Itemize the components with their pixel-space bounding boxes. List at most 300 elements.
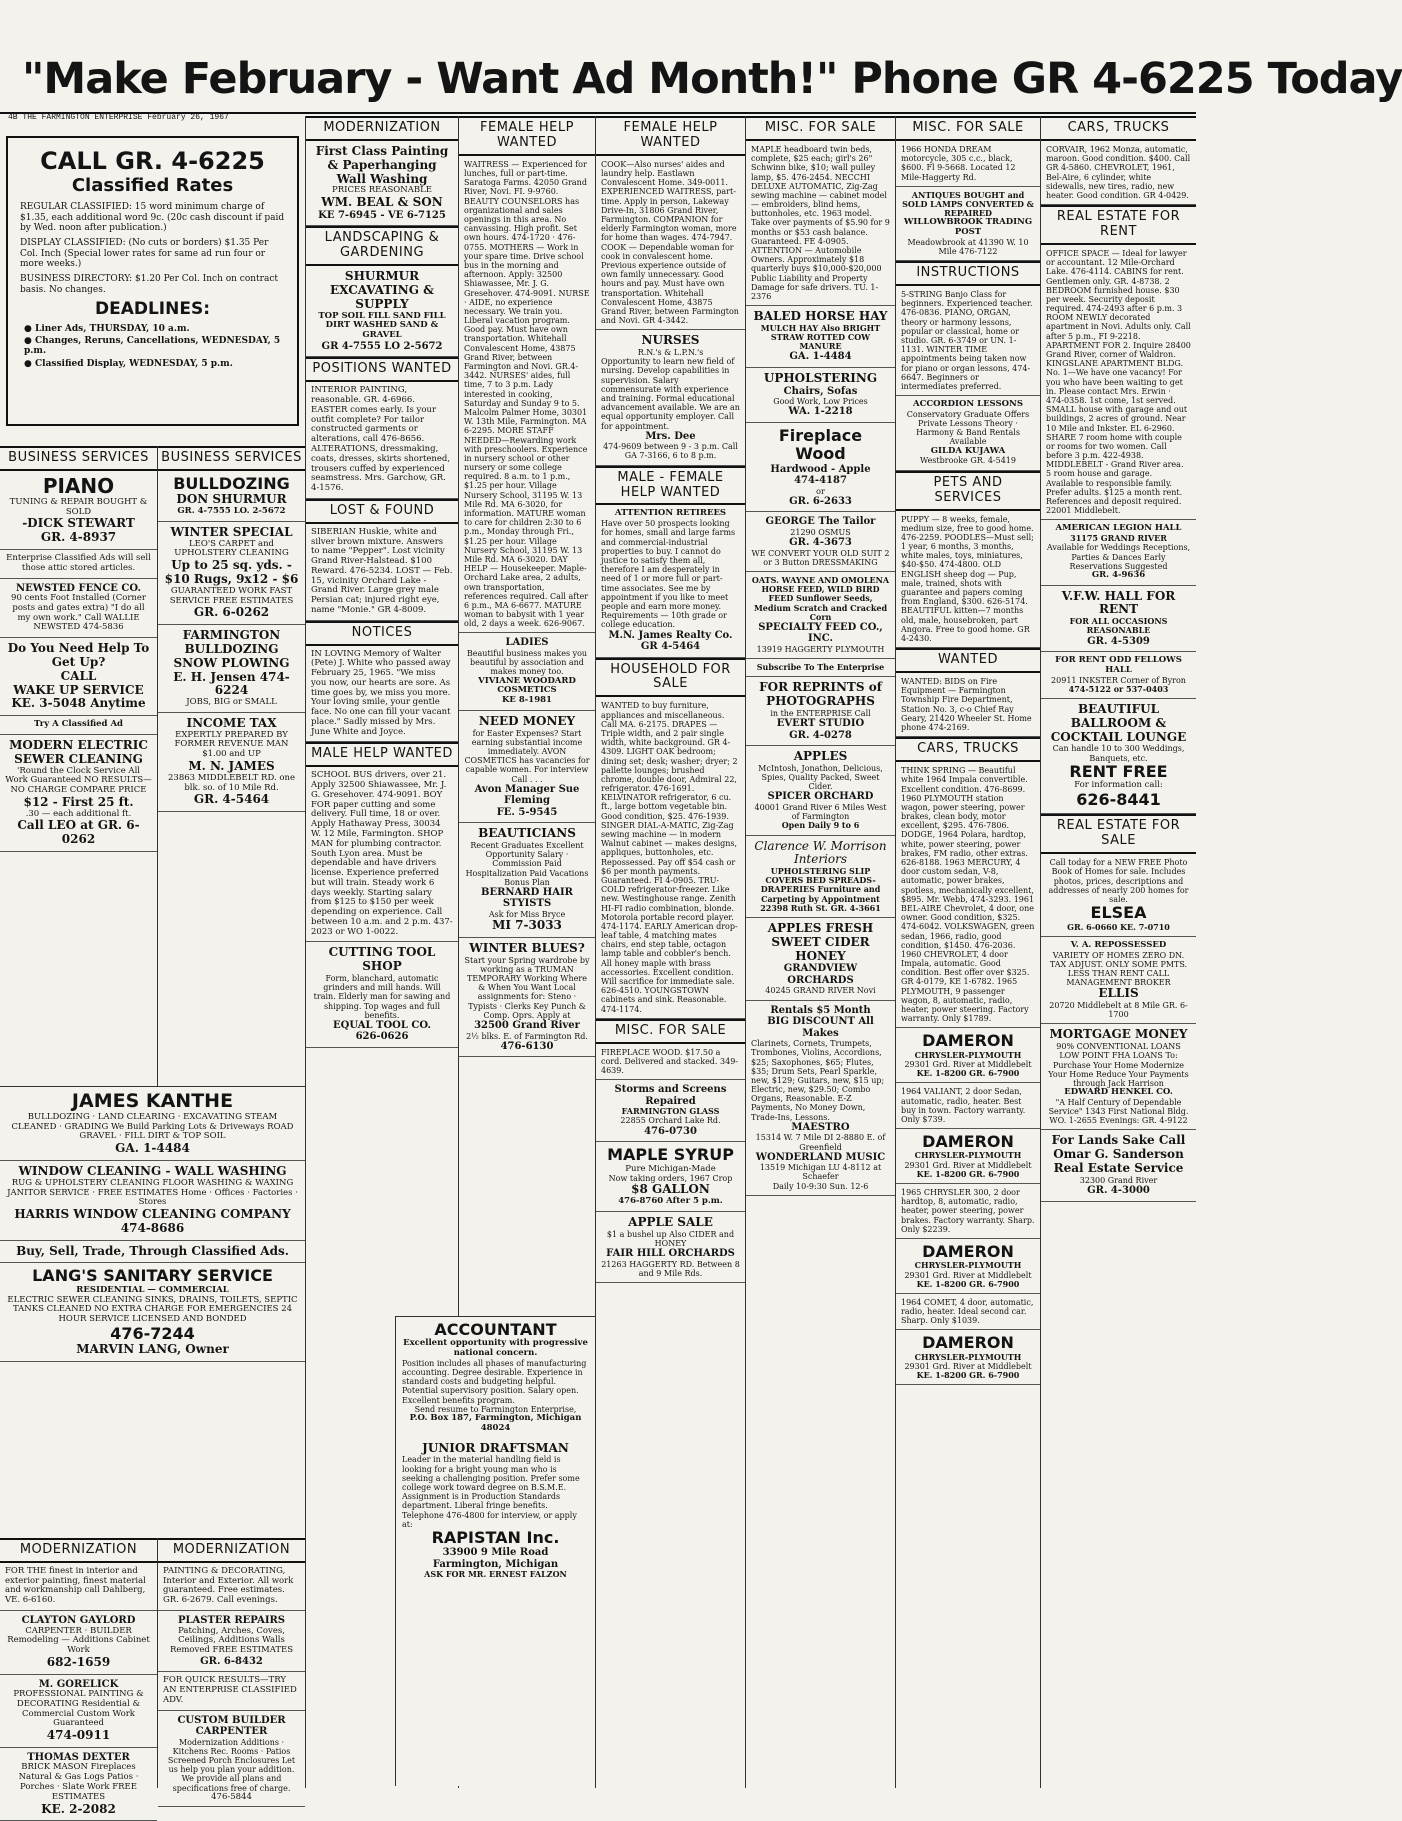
wanted-body: WANTED: BIDS on Fire Equipment — Farmington Township Fire Department, Station No. 3, c-o Chief Ray Geary, 21420 Wheeler St. Home phone 474-2169.: [896, 673, 1040, 737]
positions-wanted-header: POSITIONS WANTED: [306, 357, 458, 382]
need-money-body: for Easter Expenses? Start earning substantial income immediately. AVON COSMETICS has vacancies for capable women. For interview Call . . .: [464, 728, 590, 784]
plaster-sub: Patching, Arches, Coves, Ceilings, Additions Walls Removed FREE ESTIMATES: [169, 1625, 294, 1656]
maestro-title: MAESTRO: [791, 1121, 850, 1133]
equal-title: EQUAL TOOL CO.: [333, 1019, 431, 1031]
dameron-phone: KE. 1-8200 GR. 6-7900: [916, 1068, 1020, 1079]
dexter-ad: [0, 1748, 157, 1821]
rates-call: CALL GR. 4-6225: [40, 147, 265, 175]
specialty-title: SPECIALTY FEED CO., INC.: [758, 621, 883, 645]
gorelick-phone: 474-0911: [46, 1728, 111, 1743]
ellis-addr: 20720 Middlebelt at 8 Mile GR. 6-1700: [1049, 1001, 1188, 1020]
clayton-sub: CARPENTER · BUILDER Remodeling — Additions Cabinet Work: [7, 1625, 150, 1656]
piano-ad: [0, 471, 157, 550]
beal-ad: [306, 141, 458, 226]
newsted-body: 90 cents Foot Installed (Corner posts and gates extra) "I do all my own work." Call WALLIE NEWSTED 474-5836: [11, 593, 146, 633]
instruments-body: Clarinets, Cornets, Trumpets, Trombones, Violins, Accordions, $25; Saxophones, $65; Flutes, $35; Drum Sets, Pearl Sparkle, new, $129; Guitars, new, $15 up; Electric, new, $29.50; Combo Organs, Reasonable. E-Z Payments, No Money Down, Trade-Ins, Lessons.: [751, 1039, 885, 1122]
fireplace-phone: 474-4187: [794, 475, 847, 487]
sewer-title: MODERN ELECTRIC SEWER CLEANING: [9, 737, 148, 766]
mortgage-body: 90% CONVENTIONAL LOANS LOW POINT FHA LOANS To: Purchase Your Home Modernize Your Home Reduce Your Payments through Jack Harrison: [1048, 1042, 1189, 1088]
dameron-phone: KE. 1-8200 GR. 6-7900: [916, 1370, 1020, 1381]
female-help-header-1: FEMALE HELP WANTED: [459, 116, 595, 156]
business-services-header-2: BUSINESS SERVICES: [158, 446, 305, 471]
elsea-phone: GR. 6-0660 KE. 7-0710: [1067, 921, 1170, 932]
apple-title: APPLE SALE: [628, 1215, 713, 1230]
subscribe-note: Subscribe To The Enterprise: [746, 659, 895, 677]
apples-title: APPLES: [793, 749, 848, 764]
wakeup-title: WAKE UP SERVICE: [13, 682, 144, 697]
george-phone: GR. 4-3673: [789, 537, 852, 549]
plaster-title: PLASTER REPAIRS: [177, 1615, 286, 1626]
ellis-title: ELLIS: [1098, 986, 1139, 1001]
enterprise-note: Enterprise Classified Ads will sell those attic stored articles.: [0, 550, 157, 579]
cars-body-1: THINK SPRING — Beautiful white 1964 Impala convertible. Excellent condition. 476-8699. 1960 PLYMOUTH station wagon, power steering, power brakes, clean body, motor excellent, $295. 476-7806. DODGE, 1964 Polara, hardtop, white, power steering, power brakes, FM radio, other extras. 626-8188. 1963 MERCURY, 4 door custom sedan, V-8, automatic, power brakes, spotless, mechanically excellent, $895. Mr. Webb, 474-3293. 1961 BEL-AIRE Chevrolet, 4 door, one owner. Good condition, $325. 474-6042. VOLKSWAGEN, green sedan, 1966, radio, good condition, $1450. 476-2036. 1960 CHEVROLET, 4 door Impala, automatic. Good condition. Best offer over $325. GR 4-0179, KE 1-6782. 1965 PLYMOUTH, 9 passenger wagon, 8, automatic, radio, heater, power steering. Factory warranty. Only $1789.: [896, 762, 1040, 1028]
grandview-addr: 40245 GRAND RIVER Novi: [765, 986, 876, 996]
wonderland-title: WONDERLAND MUSIC: [755, 1151, 886, 1163]
morrison-title: Clarence W. Morrison Interiors: [754, 838, 887, 867]
truman-body: Start your Spring wardrobe by working as a TRUMAN TEMPORARY Working Where & When You Want Local assignments for: Steno · Typists · Clerks Key Punch & Comp. Oprs. Apply at: [464, 955, 590, 1020]
willowbrook-ad: [896, 187, 1040, 261]
odd-title: FOR RENT ODD FELLOWS HALL: [1055, 655, 1182, 675]
dameron-ad-1: [896, 1028, 1040, 1083]
storms-name: FARMINGTON GLASS: [621, 1106, 720, 1117]
newsted-ad: [0, 579, 157, 639]
avon-phone: FE. 5-9545: [496, 806, 558, 818]
rates-display: DISPLAY CLASSIFIED: (No cuts or borders) $1.35 Per Col. Inch (Special lower rates for same ad run four or more weeks.): [20, 238, 269, 269]
wakeup-call: CALL: [60, 668, 97, 683]
odd-phone: 474-5122 or 537-0403: [1068, 683, 1169, 694]
farm-title: FARMINGTON BULLDOZING SNOW PLOWING: [173, 628, 290, 670]
dexter-title: THOMAS DEXTER: [27, 1751, 130, 1763]
henkel-title: EDWARD HENKEL CO.: [1064, 1087, 1173, 1098]
dameron-sub: CHRYSLER-PLYMOUTH: [914, 1150, 1022, 1161]
tax-name: M. N. JAMES: [188, 758, 275, 773]
elsea-body: Call today for a NEW FREE Photo Book of Homes for sale. Includes photos, prices, descriptions and addresses of nearly 200 homes for sale.: [1048, 858, 1189, 904]
morrison-ad: [746, 836, 895, 919]
clayton-phone: 682-1659: [46, 1654, 111, 1669]
dameron-addr: 29301 Grd. River at Middlebelt: [904, 1362, 1032, 1372]
real-estate-rent-header: REAL ESTATE FOR RENT: [1041, 205, 1196, 245]
lost-found-body: SIBERIAN Huskie, white and silver brown mixture. Answers to name "Pepper". Lost vicinity Grand River-Halstead. $100 Reward. 476-5234. LOST — Feb. 15, vicinity Orchard Lake - Grand River. Large grey male Persian cat; injured right eye, name "Monie." GR 4-8009.: [306, 524, 458, 621]
apples-body: McIntosh, Jonathon, Delicious, Spies, Quality Packed, Sweet Cider.: [758, 763, 883, 792]
deadline-item: ● Changes, Reruns, Cancellations, WEDNESDAY, 5 p.m.: [24, 335, 281, 357]
hay-title: BALED HORSE HAY: [753, 309, 888, 324]
landscaping-header: LANDSCAPING & GARDENING: [306, 226, 458, 266]
grandview-ad: [746, 918, 895, 1001]
rapistan-addr: 33900 9 Mile Road: [442, 1547, 549, 1559]
plaster-ad: [158, 1611, 305, 1672]
page-header: 4B THE FARMINGTON ENTERPRISE February 26, 1967: [8, 113, 229, 122]
clayton-ad: [0, 1611, 157, 1675]
uph-body: Good Work, Low Prices: [773, 397, 868, 407]
household-body: WANTED to buy furniture, appliances and miscellaneous. Call MA. 6-2175. DRAPES — Triple width, and 2 pair single width, white background. GR 4-4309. LIGHT OAK bedroom; dining set; desk; washer; dryer; 2 pallette lounges; brushed chrome, double door, Admiral 22, refrigerator. 476-1691. KELVINATOR refrigerator, 6 cu. ft., large bottom vegetable bin. Good condition, $25. 476-1939. SINGER DIAL-A-MATIC, Zig-Zag sewing machine — in modern Walnut cabinet — makes designs, appliques, buttonholes, etc. Repossessed. Pay off $54 cash or $6 per month payments. Guaranteed. FI 4-0905. TRU-COLD refrigerator-freezer. Like new. Westinghouse range. Zenith HI-FI radio combination, blonde. Motorola portable record player. 474-1174. EARLY American drop-leaf table, 4 matching mates chairs, end step table, octagon lamp table and cobbler's bench. All honey maple with brass accessories. Excellent condition. Will sacrifice for immediate sale. 626-4510. YOUNGSTOWN cabinets and sink. Reasonable. 474-1174.: [596, 697, 745, 1018]
beauticians-ad: [459, 823, 595, 938]
dameron-sub: CHRYSLER-PLYMOUTH: [914, 1260, 1022, 1271]
rentals-title: Rentals $5 Month: [770, 1004, 871, 1016]
cider-title: APPLES FRESH SWEET CIDER HONEY: [767, 921, 874, 963]
sewer-price: $12 - First 25 ft.: [23, 794, 134, 809]
specialty-addr: 13919 HAGGERTY PLYMOUTH: [756, 644, 885, 654]
viviane-phone: KE 8-1981: [502, 695, 552, 706]
mrs-dee: Mrs. Dee: [645, 430, 696, 442]
va-title: V. A. REPOSSESSED: [1070, 939, 1167, 950]
dameron-sub: CHRYSLER-PLYMOUTH: [914, 1049, 1022, 1060]
cutting-title: CUTTING TOOL SHOP: [328, 945, 436, 974]
chrysler300-ad: 1965 CHRYSLER 300, 2 door hardtop, 8, automatic, radio, heater, power steering, power brakes. Factory warranty. Sharp. Only $2239.: [896, 1184, 1040, 1239]
lost-found-header: LOST & FOUND: [306, 499, 458, 524]
misc-sale-header-2: MISC. FOR SALE: [746, 116, 895, 141]
hay-phone: GA. 1-4484: [789, 351, 852, 363]
mrs-dee-phone: 474-9609 between 9 - 3 p.m. Call GA 7-3166, 6 to 8 p.m.: [603, 442, 738, 461]
beauticians-body: Recent Graduates Excellent Opportunity Salary · Commission Paid Hospitalization Paid Vacations Bonus Plan: [465, 841, 589, 887]
female-help-body-2: COOK—Also nurses' aides and laundry help. Eastlawn Convalescent Home. 349-0011. EXPERIENCED WAITRESS, part-time. Apply in person, Lakeway Drive-In, 31806 Grand River, Farmington. COMPANION for elderly Farmington woman, more for home than wages. 474-7947. COOK — Dependable woman for cook in convalescent home. Previous experience outside of own family unnecessary. Good hours and pay. Must have own transportation. Whitehall Convalescent Home, 43875 Grand River, between Farmington and Novi. GR 4-3442.: [596, 156, 745, 330]
cutting-body: Form, blanchard, automatic grinders and mill hands. Will train. Elderly man for sawing and shipping. Top wages and full benefits.: [313, 974, 451, 1020]
dexter-sub: BRICK MASON Fireplaces Natural & Gas Logs Patios · Porches · Slate Work FREE ESTIMATES: [18, 1762, 139, 1802]
beal-phone: KE 7-6945 - VE 6-7125: [318, 209, 446, 221]
george-addr: 21290 OSMUS: [790, 527, 851, 537]
instructions-header: INSTRUCTIONS: [896, 261, 1040, 286]
notices-header: NOTICES: [306, 621, 458, 646]
modernization-header-2: MODERNIZATION: [158, 1538, 305, 1563]
winter-title: WINTER SPECIAL: [170, 524, 293, 539]
omar-sub: Real Estate Service: [1053, 1161, 1184, 1176]
pets-header: PETS AND SERVICES: [896, 471, 1040, 511]
truman-sub: 2½ blks. E. of Farmington Rd.: [466, 1031, 588, 1041]
beal-title: First Class Painting & Paperhanging Wall Washing: [315, 143, 449, 186]
maple-title: MAPLE SYRUP: [607, 1145, 734, 1165]
cars-body-2: CORVAIR, 1962 Monza, automatic, maroon. Good condition. $400. Call GR 4-5860. CHEVROLET, 1961, Bel-Aire, 6 cylinder, white sidewalls, new tires, radio, new heater. Good condition. GR 4-0429.: [1041, 141, 1196, 205]
dameron-phone: KE. 1-8200 GR. 6-7900: [916, 1168, 1020, 1179]
rentfree-title: RENT FREE: [1069, 761, 1168, 781]
dameron-title: DAMERON: [922, 1132, 1014, 1152]
custom-phone: 476-5844: [211, 1791, 252, 1802]
uph-sub: Chairs, Sofas: [783, 385, 858, 397]
shurmur-title: SHURMUR EXCAVATING & SUPPLY: [329, 269, 435, 311]
custom-builder-ad: [158, 1711, 305, 1808]
dameron-title: DAMERON: [922, 1241, 1014, 1261]
rapistan-title: RAPISTAN Inc.: [431, 1527, 560, 1547]
rentfree-sub: For information call:: [1074, 780, 1163, 791]
custom-sub: Modernization Additions · Kitchens Rec. Rooms · Patios Screened Porch Enclosures Let us help you plan your addition. We provide all plans and specifications free of charge.: [167, 1737, 296, 1793]
bulldozing-phone: GR. 4-7555 LO. 2-5672: [177, 506, 286, 517]
discount-title: BIG DISCOUNT All Makes: [767, 1016, 874, 1039]
window-cleaning-ad: [0, 1161, 305, 1241]
spicer-title: SPICER ORCHARD: [767, 791, 874, 803]
rentfree-phone: 626-8441: [1076, 789, 1161, 809]
willowbrook-title: WILLOWBROOK TRADING POST: [903, 217, 1033, 238]
female-help-header-2: FEMALE HELP WANTED: [596, 116, 745, 156]
gilda-title: GILDA KUJAWA: [930, 445, 1006, 456]
vfw-hall-ad: [1041, 586, 1196, 652]
sewer-call: Call LEO at GR. 6-0262: [17, 818, 140, 847]
wakeup-question: Do You Need Help To Get Up?: [7, 641, 150, 669]
mn-james-realty: M.N. James Realty Co.: [608, 629, 733, 641]
winter-blues-title: WINTER BLUES?: [469, 940, 585, 955]
shurmur-sub: TOP SOIL FILL SAND FILL DIRT WASHED SAND & GRAVEL: [318, 310, 446, 341]
mn-james-phone: GR 4-5464: [640, 641, 701, 652]
business-services-header: BUSINESS SERVICES: [0, 446, 157, 471]
tax-phone: GR. 4-5464: [193, 792, 270, 807]
shurmur-phone: GR 4-7555 LO 2-5672: [321, 340, 443, 352]
reprints-sub: in the ENTERPRISE Call: [770, 708, 871, 718]
langs-title: LANG'S SANITARY SERVICE: [32, 1266, 273, 1286]
antiques-body: ANTIQUES BOUGHT and SOLD LAMPS CONVERTED & REPAIRED: [902, 189, 1034, 219]
misc-sale-body-2: MAPLE headboard twin beds, complete, $25 each; girl's 26" Schwinn bike, $10; wall pulley lamp, $5. 476-2454. NECCHI DELUXE AUTOMATIC, Zig-Zag sewing machine — cabinet model — embroiders, blind hems, buttonholes, etc. 1963 model. Take over payments of $5.90 for 9 months or $53 cash balance. Guaranteed. FE 4-0905. ATTENTION — Automobile Owners. Approximately $18 quarterly buys $10,000-$20,000 Public Liability and Property Damage for safe drivers. TU. 1-2376: [746, 141, 895, 306]
wide-ads: [395, 1316, 595, 1786]
wonderland-hours: Daily 10-9:30 Sun. 12-6: [772, 1181, 869, 1191]
elsea-title: ELSEA: [1090, 903, 1147, 923]
winter-guar: GUARANTEED WORK FAST SERVICE FREE ESTIMATES: [169, 585, 294, 606]
try-ad-note: Try A Classified Ad: [0, 716, 157, 735]
apple-sale-ad: [596, 1212, 745, 1283]
spicer-addr: 40001 Grand River 6 Miles West of Farmington: [754, 802, 887, 822]
window-title: WINDOW CLEANING - WALL WASHING: [18, 1163, 287, 1178]
vfw-body: FOR ALL OCCASIONS REASONABLE: [1069, 616, 1168, 636]
dameron-addr: 29301 Grd. River at Middlebelt: [904, 1059, 1032, 1069]
rapistan-ask: ASK FOR MR. ERNEST FALZON: [424, 1569, 567, 1580]
nurses-sub: R.N.'s & L.P.N.'s: [637, 348, 704, 358]
painting-ad: PAINTING & DECORATING, Interior and Exterior. All work guaranteed. Free estimates. GR. 6-2679. Call evenings.: [158, 1563, 305, 1611]
dameron-addr: 29301 Grd. River at Middlebelt: [904, 1160, 1032, 1170]
dameron-ad-3: [896, 1239, 1040, 1294]
evert-phone: GR. 4-0278: [789, 729, 852, 741]
fireplace-or: or: [816, 486, 825, 496]
bernard-sub: Ask for Miss Bryce: [488, 909, 566, 919]
bulldozing-title: BULLDOZING: [173, 473, 290, 493]
cutting-tool-ad: [306, 942, 458, 1048]
beal-sub: PRICES REASONABLE: [332, 185, 432, 196]
avon-manager: Avon Manager Sue Fleming: [474, 783, 580, 807]
avon-ad: [459, 711, 595, 823]
dameron-ad-4: [896, 1330, 1040, 1385]
odd-fellows-ad: [1041, 652, 1196, 699]
storms-ad: [596, 1080, 745, 1142]
fireplace-phone2: GR. 6-2633: [789, 495, 852, 507]
rates-title: Classified Rates: [71, 174, 234, 196]
female-help-body-1: WAITRESS — Experienced for lunches, full or part-time. Saratoga Farms. 42050 Grand River, Novi. FI. 9-9760. BEAUTY COUNSELORS has organizational and sales openings in this area. No canvassing. High profit. Set own hours. 474-1720 · 476-0755. MOTHERS — Work in your spare time. Drive school bus in the morning and afternoon. Apply: 32500 Shiawassee, Mr. J. G. Gresehover. 474-9091. NURSE · AIDE, no experience necessary. We train you. Liberal vacation program. Good pay. Must have own transportation. Whitehall Convalescent Home, 43875 Grand River, between Farmington and Novi. GR.4-3442. NURSES' aides, full time, 7 to 3 p.m. Lady interested in cooking, Saturday and Sunday 9 to 5. Malcolm Palmer Home, 30301 W. 13th Mile, Farmington. MA 6-2295. MORE STAFF NEEDED—Rewarding work with preschoolers. Experience in nursery school or other nursery or some college required. 8 a.m. to 1 p.m., $1.25 per hour. Village Nursery School, 31195 W. 13 Mile Rd. MA 6-3020, for information. MATURE woman to care for children 2:30 to 6 p.m., Monday through Fri., $1.25 per hour. Village Nursery School, 31195 W. 13 Mile Rd. MA 6-3020. DAY HELP — Housekeeper. Maple-Orchard Lake area, 2 adults, own transportation, references required. Call after 6 p.m., MA 6-6677. MATURE woman to babysit with 1 year old, 2 days a week. 626-9067.: [459, 156, 595, 634]
gilda-phone: Westbrooke GR. 4-5419: [920, 456, 1016, 466]
ballroom-ad: [1041, 699, 1196, 814]
oats-body: OATS. WAYNE AND OMOLENA HORSE FEED, WILD BIRD FEED Sunflower Seeds, Medium Scratch and Cracked Corn: [751, 575, 890, 622]
misc-sale-header-1: MISC. FOR SALE: [596, 1019, 745, 1044]
specialty-feed-ad: [746, 572, 895, 659]
farm-name: E. H. Jensen 474-6224: [173, 669, 290, 698]
langs-body: ELECTRIC SEWER CLEANING SINKS, DRAINS, TOILETS, SEPTIC TANKS CLEANED NO EXTRA CHARGE FOR EMERGENCIES 24 HOUR SERVICE LICENSED AND BONDED: [7, 1294, 298, 1325]
elsea-ad: [1041, 854, 1196, 937]
langs-owner: MARVIN LANG, Owner: [76, 1342, 229, 1357]
ladies-title: LADIES: [505, 637, 549, 649]
draftsman-body: Leader in the material handling field is looking for a bright young man who is seeking a challenging position. Prefer some college work toward degree on B.S.M.E. Assignment is in Production Standards department. Liberal fringe benefits. Telephone 476-4800 for interview, or apply at:: [402, 1455, 580, 1529]
real-estate-rent-body: OFFICE SPACE — Ideal for lawyer or accountant. 12 Mile-Orchard Lake. 476-4114. CABINS for rent. Gentlemen only. GR. 4-8738. 2 BEDROOM furnished house. $30 per week. Security deposit required. 474-2493 after 6 p.m. 3 ROOM NEWLY decorated apartment in Novi. Adults only. Call after 5 p.m., FI 9-2218. APARTMENT FOR 2. Inquire 28400 Grand River, corner of Waldron. KINGSLANE APARTMENT BLDG. No. 1—We have one vacancy! For you who have been waiting to get in. Please contact Mrs. Erwin · 474-0358. 1st come, 1st served. SMALL house with garage and out buildings, 2 acres of ground. Near 10 Mile and Inkster. EL 6-2960. SHARE 7 room home with couple or rooms for two women. Call before 3 p.m. 422-4938. MIDDLEBELT - Grand River area. 5 room house and garage. Available to responsible family. Prefer adults. $125 a month rent. References and deposit required. 22001 Middlebelt.: [1041, 245, 1196, 520]
rapistan-city: Farmington, Michigan: [432, 1558, 559, 1570]
truman-ad: [459, 938, 595, 1057]
bulldozing-ad: [158, 471, 305, 522]
male-female-header: MALE - FEMALE HELP WANTED: [596, 466, 745, 506]
george-body: WE CONVERT YOUR OLD SUIT 2 or 3 Button DRESSMAKING: [751, 548, 890, 567]
omar-title: Omar G. Sanderson: [1053, 1147, 1184, 1162]
reprints-title: FOR REPRINTS of PHOTOGRAPHS: [759, 680, 882, 709]
need-money-title: NEED MONEY: [478, 713, 576, 728]
nurses-title: NURSES: [641, 333, 700, 348]
winter-phone: GR. 6-0262: [193, 605, 270, 620]
langs-phone: 476-7244: [110, 1323, 195, 1343]
fairhill-addr: 21263 HAGGERTY RD. Between 8 and 9 Mile Rds.: [601, 1259, 740, 1278]
storms-addr: 22855 Orchard Lake Rd.: [620, 1116, 721, 1126]
mortgage-ad: [1041, 1024, 1196, 1130]
deadline-item: ● Classified Display, WEDNESDAY, 5 p.m.: [24, 358, 233, 369]
dameron-ad-2: [896, 1129, 1040, 1184]
wakeup-ad: [0, 638, 157, 716]
piano-phone: GR. 4-8937: [40, 530, 117, 545]
maestro-ad: [746, 1001, 895, 1196]
uph-phone: WA. 1-2218: [788, 406, 853, 418]
rates-regular: REGULAR CLASSIFIED: 15 word minimum charge of $1.35, each additional word 9c. (20c cash discount if paid by Wed. noon after publication.): [20, 202, 285, 233]
retirees-title: ATTENTION RETIREES: [614, 508, 727, 519]
henkel-body: "A Half Century of Dependable Service" 1343 First National Bldg. WO. 1-2655 Evenings: GR. 4-9122: [1048, 1097, 1189, 1126]
va-repossessed-ad: [1041, 937, 1196, 1025]
wanted-header: WANTED: [896, 648, 1040, 673]
storms-title: Storms and Screens Repaired: [614, 1084, 727, 1107]
accountant-send: Send resume to Farmington Enterprise,: [414, 1404, 577, 1414]
real-estate-sale-header: REAL ESTATE FOR SALE: [1041, 814, 1196, 854]
fireplace-wood-ad: [746, 423, 895, 512]
ladies-body: Beautiful business makes you beautiful by association and makes money too.: [466, 648, 588, 677]
shurmur-excavating-ad: [306, 266, 458, 357]
dahlberg-ad: FOR THE finest in interior and exterior painting, finest material and workmanship call Dahlberg, VE. 6-6160.: [0, 1563, 157, 1611]
honda-ad: 1966 HONDA DREAM motorcycle, 305 c.c., black, $600. Fl 9-5668. Located 12 Mile-Haggerty Rd.: [896, 141, 1040, 187]
bernard-title: BERNARD HAIR STYISTS: [481, 886, 573, 910]
fireplace-wood-note: FIREPLACE WOOD. $17.50 a cord. Delivered and stacked. 349-4639.: [596, 1044, 745, 1081]
misc-sale-header-3: MISC. FOR SALE: [896, 116, 1040, 141]
kanthe-title: JAMES KANTHE: [71, 1090, 234, 1112]
maestro-addr: 15314 W. 7 Mile DI 2-8880 E. of Greenfield: [755, 1133, 886, 1152]
legion-title: AMERICAN LEGION HALL: [1055, 523, 1182, 534]
legion-hall-ad: [1041, 520, 1196, 585]
evert-title: EVERT STUDIO: [776, 718, 865, 730]
omar-addr: 32300 Grand River: [1079, 1175, 1158, 1185]
banner-headline: "Make February - Want Ad Month!" Phone GR 4-6225 Today: [22, 54, 1402, 104]
accordion-ad: [896, 396, 1040, 470]
odd-body: 20911 INKSTER Corner of Byron: [1051, 675, 1186, 685]
maple-syrup-ad: [596, 1142, 745, 1212]
beauticians-title: BEAUTICIANS: [478, 826, 576, 841]
bernard-phone: MI 7-3033: [492, 918, 562, 933]
income-tax-ad: [158, 713, 305, 812]
cars-header-2: CARS, TRUCKS: [1041, 116, 1196, 141]
maple-price: $8 GALLON: [631, 1182, 710, 1197]
harris-title: HARRIS WINDOW CLEANING COMPANY: [14, 1207, 291, 1222]
positions-wanted-body: INTERIOR PAINTING, reasonable. GR. 4-6966. EASTER comes early. Is your outfit complete? For tailor constructed garments or alterations, call 476-8656. ALTERATIONS, dressmaking, coats, dresses, skirts shortened, trousers cuffed by experienced seamstress. Mrs. Garchow, GR. 4-1576.: [306, 382, 458, 498]
hay-body: MULCH HAY Also BRIGHT STRAW ROTTED COW MANURE: [760, 322, 881, 352]
kanthe-body: BULLDOZING · LAND CLEARING · EXCAVATING STEAM CLEANED · GRADING We Build Parking Lots & Driveways ROAD GRAVEL · FILL DIRT & TOP SOIL: [11, 1111, 294, 1142]
dameron-title: DAMERON: [922, 1333, 1014, 1353]
farmington-bulldozing-ad: [158, 625, 305, 713]
george-tailor-ad: [746, 512, 895, 572]
dameron-sub: CHRYSLER-PLYMOUTH: [914, 1351, 1022, 1362]
modernization-header-1: MODERNIZATION: [0, 1538, 157, 1563]
upholstering-ad: [746, 368, 895, 423]
langs-ad: [0, 1263, 305, 1362]
tax-addr: 23863 MIDDLEBELT RD. one blk. so. of 10 Mile Rd.: [168, 772, 295, 793]
langs-sub: RESIDENTIAL — COMMERCIAL: [76, 1284, 229, 1295]
beal-name: WM. BEAL & SON: [321, 195, 443, 210]
clayton-title: CLAYTON GAYLORD: [21, 1615, 136, 1626]
maple-sub2: Now taking orders, 1967 Crop: [608, 1174, 733, 1184]
grandview-title: GRANDVIEW ORCHARDS: [783, 963, 858, 986]
uph-title: UPHOLSTERING: [763, 370, 878, 385]
gorelick-sub: PROFESSIONAL PAINTING & DECORATING Residential & Commercial Custom Work Guaranteed: [13, 1689, 144, 1729]
draftsman-title: JUNIOR DRAFTSMAN: [422, 1440, 569, 1455]
viviane-title: VIVIANE WOODARD COSMETICS: [478, 675, 576, 696]
legion-addr: 31175 GRAND RIVER: [1070, 533, 1167, 544]
fireplace-sub: Hardwood - Apple: [770, 463, 871, 475]
male-help-header: MALE HELP WANTED: [306, 742, 458, 767]
cars-header-1: CARS, TRUCKS: [896, 737, 1040, 762]
maple-sub: Pure Michigan-Made: [625, 1163, 716, 1174]
deadlines-title: DEADLINES:: [94, 299, 211, 320]
buysell-note: Buy, Sell, Trade, Through Classified Ads.: [0, 1241, 305, 1264]
vfw-title: V.F.W. HALL FOR RENT: [1061, 588, 1176, 617]
winter-offer: Up to 25 sq. yds. - $10 Rugs, 9x12 - $6: [164, 558, 299, 587]
ballroom-body: Can handle 10 to 300 Weddings, Banquets, etc.: [1052, 744, 1185, 763]
deadlines-list: [20, 324, 285, 369]
willowbrook-addr: Meadowbrook at 41390 W. 10 Mile 476-7122: [907, 237, 1029, 256]
nurses-body: Opportunity to learn new field of nursing. Develop capabilities in supervision. Salary commensurate with experience and training. Formal educational advancement available. We are an equal opportunity employer. Call for appointment.: [601, 357, 740, 431]
landsake-title: For Lands Sake Call: [1051, 1133, 1186, 1148]
accountant-box: P.O. Box 187, Farmington, Michigan 48024: [409, 1413, 582, 1433]
notices-body: IN LOVING Memory of Walter (Pete) J. White who passed away February 25, 1965. "We miss you now, our hearts are sore. As time goes by, we miss you more. Your loving smile, your gentle face. No one can fill your vacant place." Sadly missed by Mrs. June White and Joyce.: [306, 646, 458, 743]
gorelick-title: M. GORELICK: [38, 1678, 119, 1690]
fireplace-title: Fireplace Wood: [778, 425, 863, 464]
spicer-ad: [746, 746, 895, 835]
retirees-ad: [596, 505, 745, 657]
household-header: HOUSEHOLD FOR SALE: [596, 658, 745, 698]
quick-results-note: FOR QUICK RESULTS—TRY AN ENTERPRISE CLASSIFIED ADV.: [158, 1672, 305, 1710]
window-body: RUG & UPHOLSTERY CLEANING FLOOR WASHING & WAXING JANITOR SERVICE · FREE ESTIMATES Home · Offices · Factories · Stores: [7, 1177, 298, 1208]
male-help-body: SCHOOL BUS drivers, over 21. Apply 32500 Shiawassee, Mr. J. G. Gresehover. 474-9091. BOY FOR paper cutting and some delivery. Full time, 18 or over. Apply Hathaway Press, 30034 W. 12 Mile, Farmington. SHOP MAN for plumbing contractor. South Lyon area. Must be dependable and have drivers license. Experience preferred but will train. Steady work 6 days weekly. Starting salary from $125 to $150 per week depending on experience. Call between 10 a.m. and 2 p.m. 437-2023 or WO 1-0022.: [306, 767, 458, 942]
kanthe-phone: GA. 1-4484: [115, 1141, 190, 1156]
maple-phone: 476-8760 After 5 p.m.: [618, 1196, 723, 1207]
wakeup-phone: KE. 3-5048 Anytime: [11, 696, 146, 711]
truman-phone: 476-6130: [500, 1040, 554, 1052]
kanthe-ad: [0, 1086, 305, 1161]
gorelick-ad: [0, 1675, 157, 1748]
ladies-ad: [459, 633, 595, 710]
dameron-title: DAMERON: [922, 1031, 1014, 1051]
dexter-phone: KE. 2-2082: [41, 1801, 116, 1816]
bulldozing-name: DON SHURMUR: [176, 492, 287, 507]
omar-phone: GR. 4-3000: [1087, 1185, 1150, 1197]
rates-directory: BUSINESS DIRECTORY: $1.20 Per Col. Inch on contract basis. No changes.: [20, 274, 278, 295]
farm-sub: JOBS, BIG or SMALL: [186, 697, 277, 708]
accountant-body: Position includes all phases of manufacturing accounting. Degree desirable. Experience in standard costs and budgeting helpful. Potential supervisory position. Salary open. Excellent benefits program.: [402, 1358, 587, 1405]
newsted-title: NEWSTED FENCE CO.: [16, 582, 141, 594]
plaster-phone: GR. 6-8432: [200, 1655, 263, 1667]
tax-title: INCOME TAX: [186, 715, 277, 730]
piano-title: PIANO: [42, 473, 115, 498]
accountant-lead: Excellent opportunity with progressive national concern.: [403, 1338, 588, 1359]
valiant-ad: 1964 VALIANT, 2 door Sedan, automatic, radio, heater. Best buy in town. Factory warranty. Only $739.: [896, 1083, 1040, 1129]
custom-title: CUSTOM BUILDER CARPENTER: [177, 1714, 286, 1738]
accordion-title: ACCORDION LESSONS: [913, 399, 1023, 410]
apple-body: $1 a bushel up Also CIDER and HONEY: [606, 1229, 735, 1249]
modernization-header-3: MODERNIZATION: [306, 116, 458, 141]
piano-sub: TUNING & REPAIR BOUGHT & SOLD: [9, 496, 148, 517]
george-title: GEORGE The Tailor: [765, 516, 876, 528]
ballroom-title: BEAUTIFUL BALLROOM & COCKTAIL LOUNGE: [1050, 702, 1187, 744]
comet-ad: 1964 COMET, 4 door, automatic, radio, heater. Ideal second car. Sharp. Only $1039.: [896, 1294, 1040, 1331]
fairhill-title: FAIR HILL ORCHARDS: [606, 1248, 735, 1260]
sewer-ad: [0, 735, 157, 852]
